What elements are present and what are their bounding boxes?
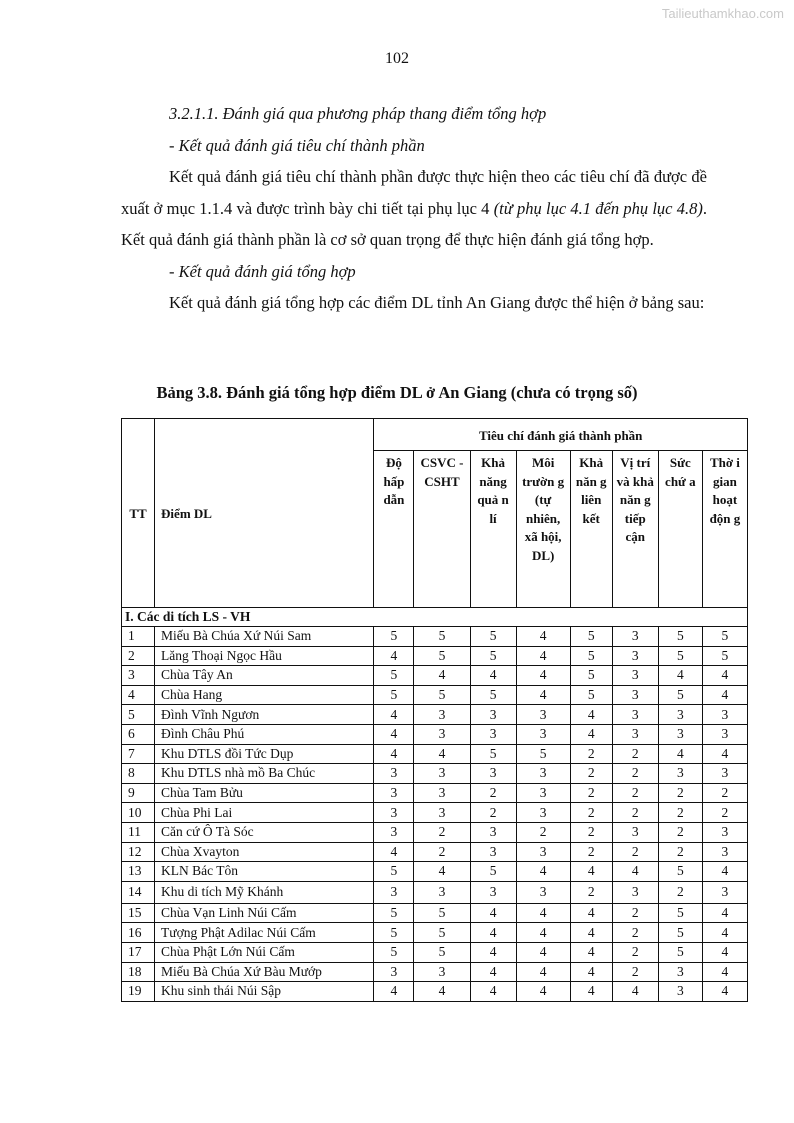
site-name: Khu di tích Mỹ Khánh: [155, 881, 374, 903]
score-cell: 3: [516, 764, 570, 784]
score-cell: 5: [570, 646, 612, 666]
score-cell: 5: [414, 646, 470, 666]
score-cell: 2: [570, 744, 612, 764]
score-cell: 3: [612, 646, 658, 666]
score-cell: 5: [374, 923, 414, 943]
score-cell: 5: [570, 666, 612, 686]
score-cell: 3: [470, 764, 516, 784]
score-cell: 3: [470, 705, 516, 725]
score-cell: 3: [414, 783, 470, 803]
score-cell: 3: [374, 764, 414, 784]
score-cell: 3: [612, 666, 658, 686]
row-number: 18: [122, 962, 155, 982]
score-cell: 5: [658, 942, 702, 962]
score-cell: 4: [470, 962, 516, 982]
site-name: Chùa Tây An: [155, 666, 374, 686]
score-cell: 5: [374, 942, 414, 962]
table-row: [122, 744, 748, 764]
page-number: 102: [385, 50, 409, 67]
score-cell: 2: [612, 923, 658, 943]
score-cell: 5: [374, 627, 414, 647]
score-cell: 5: [702, 646, 747, 666]
score-cell: 4: [470, 903, 516, 923]
table-row: [122, 803, 748, 823]
score-cell: 3: [470, 724, 516, 744]
score-cell: 4: [470, 982, 516, 1002]
score-cell: 2: [612, 783, 658, 803]
criteria-header: Thờ i gian hoạt độn g: [702, 451, 747, 608]
score-cell: 5: [414, 903, 470, 923]
score-cell: 5: [374, 666, 414, 686]
score-cell: 3: [658, 724, 702, 744]
score-cell: 2: [612, 962, 658, 982]
site-name: Chùa Phi Lai: [155, 803, 374, 823]
watermark: Tailieuthamkhao.com: [661, 6, 784, 21]
site-name: Miếu Bà Chúa Xứ Bàu Mướp: [155, 962, 374, 982]
score-cell: 2: [658, 881, 702, 903]
score-cell: 2: [516, 822, 570, 842]
score-cell: 3: [516, 803, 570, 823]
paragraph-component-end: . Kết quả đánh giá thành phần là cơ sở quan trọng để thực hiện đánh giá tổng hợp.: [121, 198, 707, 249]
subheading-overall: - Kết quả đánh giá tổng hợp: [169, 261, 356, 281]
row-number: 12: [122, 842, 155, 862]
score-cell: 2: [658, 822, 702, 842]
score-cell: 3: [612, 685, 658, 705]
criteria-group-header: Tiêu chí đánh giá thành phần: [374, 419, 748, 451]
row-number: 14: [122, 881, 155, 903]
site-name: KLN Bác Tôn: [155, 862, 374, 882]
score-cell: 2: [570, 822, 612, 842]
score-cell: 3: [516, 705, 570, 725]
score-cell: 3: [374, 962, 414, 982]
score-cell: 5: [414, 627, 470, 647]
score-cell: 4: [702, 982, 747, 1002]
score-cell: 3: [612, 822, 658, 842]
score-cell: 4: [516, 982, 570, 1002]
score-cell: 3: [374, 783, 414, 803]
table-row: [122, 627, 748, 647]
score-cell: 3: [414, 724, 470, 744]
score-cell: 2: [612, 903, 658, 923]
row-number: 8: [122, 764, 155, 784]
score-cell: 5: [470, 862, 516, 882]
row-number: 11: [122, 822, 155, 842]
score-cell: 4: [516, 942, 570, 962]
score-cell: 3: [658, 982, 702, 1002]
score-cell: 4: [374, 842, 414, 862]
score-cell: 5: [414, 685, 470, 705]
row-number: 1: [122, 627, 155, 647]
site-name: Khu DTLS đồi Tức Dụp: [155, 744, 374, 764]
score-cell: 4: [516, 627, 570, 647]
criteria-header: Độ hấp dẫn: [374, 451, 414, 608]
site-name: Chùa Xvayton: [155, 842, 374, 862]
criteria-header: Vị trí và khả năn g tiếp cận: [612, 451, 658, 608]
score-cell: 4: [470, 923, 516, 943]
score-cell: 5: [374, 685, 414, 705]
criteria-header: Khả năn g liên kết: [570, 451, 612, 608]
score-cell: 3: [374, 803, 414, 823]
score-cell: 3: [414, 962, 470, 982]
score-cell: 4: [374, 705, 414, 725]
site-name: Đình Châu Phú: [155, 724, 374, 744]
score-cell: 3: [612, 881, 658, 903]
table-row: [122, 962, 748, 982]
score-cell: 4: [516, 923, 570, 943]
score-cell: 3: [470, 822, 516, 842]
score-cell: 4: [516, 862, 570, 882]
score-cell: 2: [612, 764, 658, 784]
score-cell: 4: [570, 724, 612, 744]
score-cell: 4: [516, 646, 570, 666]
score-cell: 5: [374, 903, 414, 923]
score-cell: 5: [658, 862, 702, 882]
score-cell: 4: [612, 982, 658, 1002]
score-cell: 5: [658, 903, 702, 923]
score-cell: 4: [612, 862, 658, 882]
score-cell: 3: [702, 764, 747, 784]
score-cell: 4: [470, 942, 516, 962]
paragraph-component-reference: (từ phụ lục 4.1 đến phụ lục 4.8): [493, 198, 703, 218]
score-cell: 3: [374, 881, 414, 903]
score-cell: 4: [702, 942, 747, 962]
score-cell: 3: [414, 803, 470, 823]
criteria-header: Khả năng quả n lí: [470, 451, 516, 608]
table-row: [122, 646, 748, 666]
criteria-header: Môi trườn g (tự nhiên, xã hội, DL): [516, 451, 570, 608]
score-cell: 3: [658, 962, 702, 982]
score-cell: 4: [516, 903, 570, 923]
score-cell: 2: [658, 783, 702, 803]
score-cell: 2: [570, 764, 612, 784]
score-cell: 3: [470, 881, 516, 903]
site-name: Miếu Bà Chúa Xứ Núi Sam: [155, 627, 374, 647]
score-cell: 2: [414, 822, 470, 842]
score-cell: 4: [414, 666, 470, 686]
score-cell: 3: [414, 705, 470, 725]
site-name: Chùa Tam Bửu: [155, 783, 374, 803]
row-number: 5: [122, 705, 155, 725]
site-name: Chùa Vạn Linh Núi Cấm: [155, 903, 374, 923]
score-cell: 4: [570, 862, 612, 882]
score-cell: 3: [702, 705, 747, 725]
score-cell: 3: [516, 842, 570, 862]
score-cell: 5: [570, 685, 612, 705]
score-cell: 5: [658, 685, 702, 705]
subheading-component: - Kết quả đánh giá tiêu chí thành phần: [169, 135, 425, 155]
score-cell: 2: [570, 881, 612, 903]
score-cell: 4: [374, 744, 414, 764]
table-row: [122, 862, 748, 882]
score-cell: 4: [470, 666, 516, 686]
site-name: Khu DTLS nhà mồ Ba Chúc: [155, 764, 374, 784]
score-cell: 5: [470, 627, 516, 647]
table-row: [122, 783, 748, 803]
score-cell: 5: [470, 685, 516, 705]
score-cell: 4: [702, 666, 747, 686]
row-number: 7: [122, 744, 155, 764]
section-heading: 3.2.1.1. Đánh giá qua phương pháp thang điểm tổng hợp: [169, 104, 547, 123]
score-cell: 2: [658, 803, 702, 823]
score-cell: 3: [516, 783, 570, 803]
site-name: Lăng Thoại Ngọc Hầu: [155, 646, 374, 666]
score-cell: 5: [658, 646, 702, 666]
score-cell: 4: [414, 744, 470, 764]
score-cell: 3: [702, 842, 747, 862]
site-name: Chùa Phật Lớn Núi Cấm: [155, 942, 374, 962]
row-number: 19: [122, 982, 155, 1002]
row-number: 4: [122, 685, 155, 705]
score-cell: 5: [658, 923, 702, 943]
score-cell: 4: [702, 862, 747, 882]
score-cell: 2: [570, 803, 612, 823]
site-name: Chùa Hang: [155, 685, 374, 705]
score-cell: 3: [414, 764, 470, 784]
score-cell: 4: [702, 685, 747, 705]
section-label: I. Các di tích LS - VH: [122, 608, 748, 627]
score-cell: 4: [516, 666, 570, 686]
score-cell: 3: [702, 881, 747, 903]
score-cell: 2: [570, 783, 612, 803]
table-row: [122, 822, 748, 842]
row-number: 10: [122, 803, 155, 823]
score-cell: 5: [570, 627, 612, 647]
row-number: 16: [122, 923, 155, 943]
paragraph-overall: Kết quả đánh giá tổng hợp các điểm DL tỉnh An Giang được thể hiện ở bảng sau:: [169, 293, 705, 312]
row-number: 6: [122, 724, 155, 744]
name-header: Điểm DL: [155, 419, 374, 608]
score-cell: 4: [702, 903, 747, 923]
table-row: [122, 764, 748, 784]
score-cell: 3: [702, 724, 747, 744]
score-cell: 4: [658, 666, 702, 686]
row-number: 3: [122, 666, 155, 686]
body-text: [121, 98, 707, 319]
score-cell: 3: [612, 705, 658, 725]
table-row: [122, 666, 748, 686]
score-cell: 2: [612, 744, 658, 764]
site-name: Tượng Phật Adilac Núi Cấm: [155, 923, 374, 943]
row-number: 17: [122, 942, 155, 962]
score-cell: 3: [374, 822, 414, 842]
score-cell: 2: [702, 803, 747, 823]
score-cell: 2: [612, 803, 658, 823]
score-cell: 2: [702, 783, 747, 803]
site-name: Đình Vĩnh Ngươn: [155, 705, 374, 725]
score-cell: 4: [570, 903, 612, 923]
score-cell: 4: [374, 646, 414, 666]
row-number: 15: [122, 903, 155, 923]
row-number: 13: [122, 862, 155, 882]
score-cell: 4: [374, 982, 414, 1002]
score-cell: 3: [516, 881, 570, 903]
score-cell: 2: [470, 783, 516, 803]
table-row: [122, 903, 748, 923]
score-cell: 5: [414, 942, 470, 962]
score-cell: 3: [612, 724, 658, 744]
site-name: Khu sinh thái Núi Sập: [155, 982, 374, 1002]
score-cell: 4: [516, 962, 570, 982]
score-cell: 2: [612, 842, 658, 862]
site-name: Căn cứ Ô Tà Sóc: [155, 822, 374, 842]
table-row: [122, 982, 748, 1002]
score-cell: 5: [470, 744, 516, 764]
score-cell: 4: [570, 942, 612, 962]
score-cell: 5: [374, 862, 414, 882]
score-cell: 3: [612, 627, 658, 647]
score-cell: 4: [702, 923, 747, 943]
criteria-header: Sức chứ a: [658, 451, 702, 608]
evaluation-table: [121, 418, 748, 1002]
score-cell: 5: [658, 627, 702, 647]
score-cell: 4: [414, 982, 470, 1002]
criteria-header: CSVC - CSHT: [414, 451, 470, 608]
score-cell: 3: [516, 724, 570, 744]
score-cell: 2: [414, 842, 470, 862]
table-row: [122, 685, 748, 705]
score-cell: 5: [470, 646, 516, 666]
table-row: [122, 724, 748, 744]
score-cell: 5: [414, 923, 470, 943]
score-cell: 5: [516, 744, 570, 764]
score-cell: 2: [658, 842, 702, 862]
table-row: [122, 881, 748, 903]
score-cell: 4: [374, 724, 414, 744]
table-row: [122, 923, 748, 943]
score-cell: 3: [414, 881, 470, 903]
score-cell: 5: [702, 627, 747, 647]
score-cell: 4: [658, 744, 702, 764]
paragraph-component: [121, 161, 707, 256]
score-cell: 4: [570, 705, 612, 725]
score-cell: 2: [612, 942, 658, 962]
score-cell: 4: [570, 923, 612, 943]
table-row: [122, 705, 748, 725]
score-cell: 4: [414, 862, 470, 882]
score-cell: 2: [470, 803, 516, 823]
score-cell: 4: [702, 962, 747, 982]
score-cell: 3: [470, 842, 516, 862]
score-cell: 4: [702, 744, 747, 764]
score-cell: 3: [702, 822, 747, 842]
score-cell: 3: [658, 705, 702, 725]
row-number: 2: [122, 646, 155, 666]
score-cell: 4: [570, 982, 612, 1002]
tt-header: TT: [122, 419, 155, 608]
table-row: [122, 842, 748, 862]
score-cell: 4: [570, 962, 612, 982]
row-number: 9: [122, 783, 155, 803]
table-row: [122, 942, 748, 962]
score-cell: 4: [516, 685, 570, 705]
score-cell: 3: [658, 764, 702, 784]
table-caption: Bảng 3.8. Đánh giá tổng hợp điểm DL ở An Giang (chưa có trọng số): [156, 383, 638, 402]
paragraph-component-text: Kết quả đánh giá tiêu chí thành phần được thực hiện theo các tiêu chí đã được đề xuất ở mục 1.1.4 và được trình bày chi tiết tại phụ lục 4: [121, 167, 707, 218]
score-cell: 2: [570, 842, 612, 862]
